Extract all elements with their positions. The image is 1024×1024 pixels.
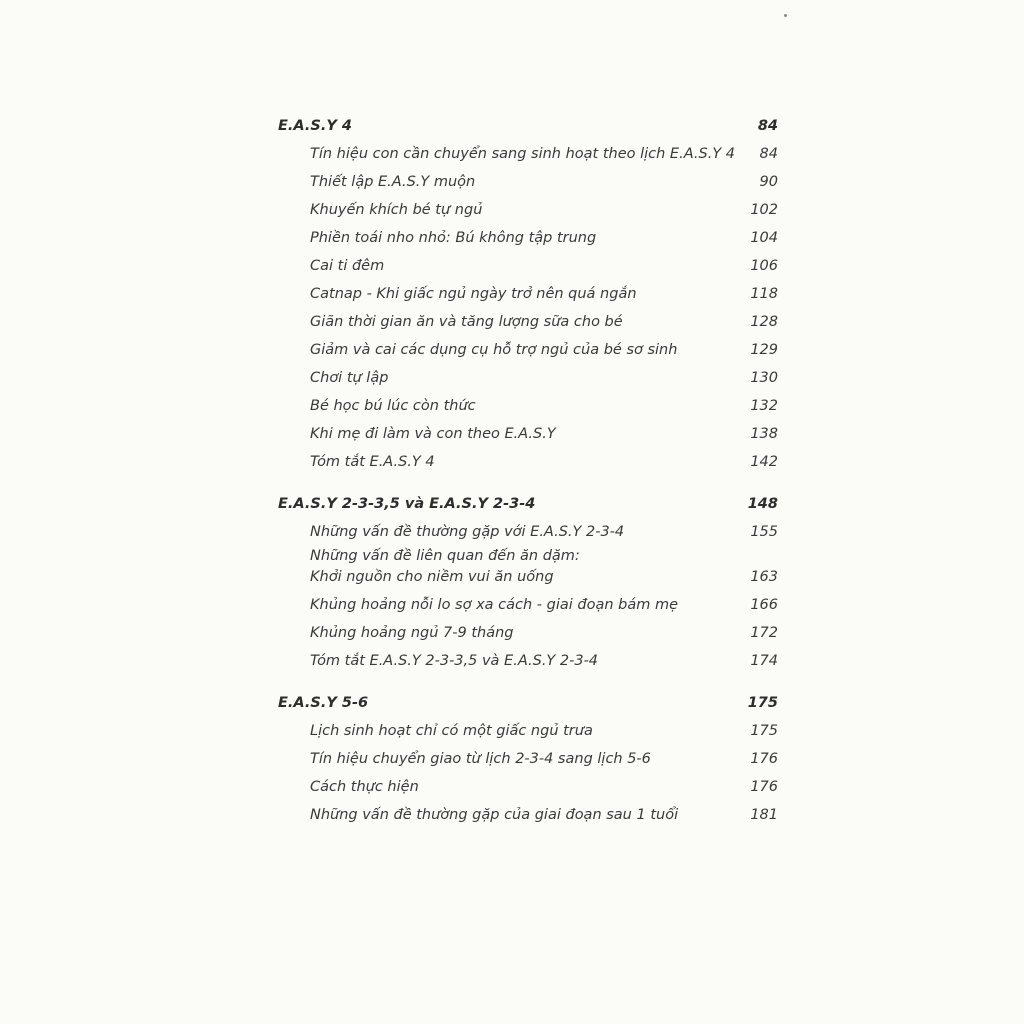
- entry-page: 129: [750, 342, 778, 358]
- toc-entry: [310, 392, 778, 420]
- entry-title: Giãn thời gian ăn và tăng lượng sữa cho bé: [310, 314, 623, 330]
- entry-page: 130: [750, 370, 778, 386]
- entry-page: 175: [750, 723, 778, 739]
- entry-page: 132: [750, 398, 778, 414]
- toc-entry: [310, 717, 778, 745]
- speck-mark: [784, 14, 787, 17]
- section-page: 148: [747, 496, 778, 512]
- entry-page: 155: [750, 524, 778, 540]
- toc-entry: [310, 773, 778, 801]
- toc-section: [278, 112, 778, 476]
- entry-page: 90: [759, 174, 778, 190]
- entry-title: Tín hiệu chuyển giao từ lịch 2-3-4 sang lịch 5-6: [310, 751, 651, 767]
- entry-title: Tóm tắt E.A.S.Y 4: [310, 454, 435, 470]
- entry-page: 118: [750, 286, 778, 302]
- entry-title-line-2: Khởi nguồn cho niềm vui ăn uống: [310, 569, 554, 585]
- toc-section: [278, 689, 778, 829]
- toc-entry: [310, 801, 778, 829]
- entry-title: Khủng hoảng nỗi lo sợ xa cách - giai đoạn bám mẹ: [310, 597, 679, 613]
- entry-page: 176: [750, 779, 778, 795]
- entry-title: Khủng hoảng ngủ 7-9 tháng: [310, 625, 514, 641]
- entry-page: 176: [750, 751, 778, 767]
- toc-entry: [310, 224, 778, 252]
- entry-title: Bé học bú lúc còn thức: [310, 398, 476, 414]
- toc-entry: [310, 196, 778, 224]
- entry-title: Catnap - Khi giấc ngủ ngày trở nên quá ngắn: [310, 286, 637, 302]
- toc-entry: [310, 745, 778, 773]
- entry-page: 142: [750, 454, 778, 470]
- entry-title: Những vấn đề thường gặp của giai đoạn sau 1 tuổi: [310, 807, 679, 823]
- entry-page: 104: [750, 230, 778, 246]
- toc-entry: [310, 140, 778, 168]
- entry-page: 84: [759, 146, 778, 162]
- toc-entry: [310, 308, 778, 336]
- entry-page: 163: [750, 569, 778, 585]
- entry-page: 174: [750, 653, 778, 669]
- section-heading: [278, 490, 778, 518]
- toc-entry: [310, 591, 778, 619]
- entry-page: 181: [750, 807, 778, 823]
- table-of-contents: [278, 112, 778, 843]
- entry-title: Cai ti đêm: [310, 258, 385, 274]
- entry-page: 102: [750, 202, 778, 218]
- entry-page: 172: [750, 625, 778, 641]
- entry-title: Khuyến khích bé tự ngủ: [310, 202, 483, 218]
- entry-page: 128: [750, 314, 778, 330]
- toc-entry: [310, 336, 778, 364]
- toc-entry: [310, 619, 778, 647]
- entry-title: Tín hiệu con cần chuyển sang sinh hoạt theo lịch E.A.S.Y 4: [310, 146, 736, 162]
- section-heading: [278, 112, 778, 140]
- entry-title: Giảm và cai các dụng cụ hỗ trợ ngủ của bé sơ sinh: [310, 342, 678, 358]
- section-title: E.A.S.Y 4: [278, 118, 353, 134]
- section-page: 84: [757, 118, 778, 134]
- toc-entry: [310, 168, 778, 196]
- entry-title: Chơi tự lập: [310, 370, 389, 386]
- section-heading: [278, 689, 778, 717]
- entry-title: Khi mẹ đi làm và con theo E.A.S.Y: [310, 426, 556, 442]
- toc-entry: [310, 448, 778, 476]
- entry-title: [310, 546, 750, 591]
- toc-entry: [310, 364, 778, 392]
- entry-title: Phiền toái nho nhỏ: Bú không tập trung: [310, 230, 597, 246]
- section-title: E.A.S.Y 2-3-3,5 và E.A.S.Y 2-3-4: [278, 496, 536, 512]
- toc-entry: [310, 546, 778, 591]
- section-title: E.A.S.Y 5-6: [278, 695, 369, 711]
- entry-page: 166: [750, 597, 778, 613]
- entry-title: Cách thực hiện: [310, 779, 419, 795]
- entry-title: Lịch sinh hoạt chỉ có một giấc ngủ trưa: [310, 723, 593, 739]
- toc-entry: [310, 252, 778, 280]
- toc-entry: [310, 518, 778, 546]
- toc-entry: [310, 280, 778, 308]
- toc-entry: [310, 647, 778, 675]
- section-page: 175: [747, 695, 778, 711]
- entry-title-line-1: Những vấn đề liên quan đến ăn dặm:: [310, 548, 580, 564]
- entry-title: Tóm tắt E.A.S.Y 2-3-3,5 và E.A.S.Y 2-3-4: [310, 653, 599, 669]
- entry-page: 106: [750, 258, 778, 274]
- entry-title: Những vấn đề thường gặp với E.A.S.Y 2-3-4: [310, 524, 625, 540]
- toc-entry: [310, 420, 778, 448]
- entry-page: 138: [750, 426, 778, 442]
- entry-title: Thiết lập E.A.S.Y muộn: [310, 174, 476, 190]
- toc-section: [278, 490, 778, 675]
